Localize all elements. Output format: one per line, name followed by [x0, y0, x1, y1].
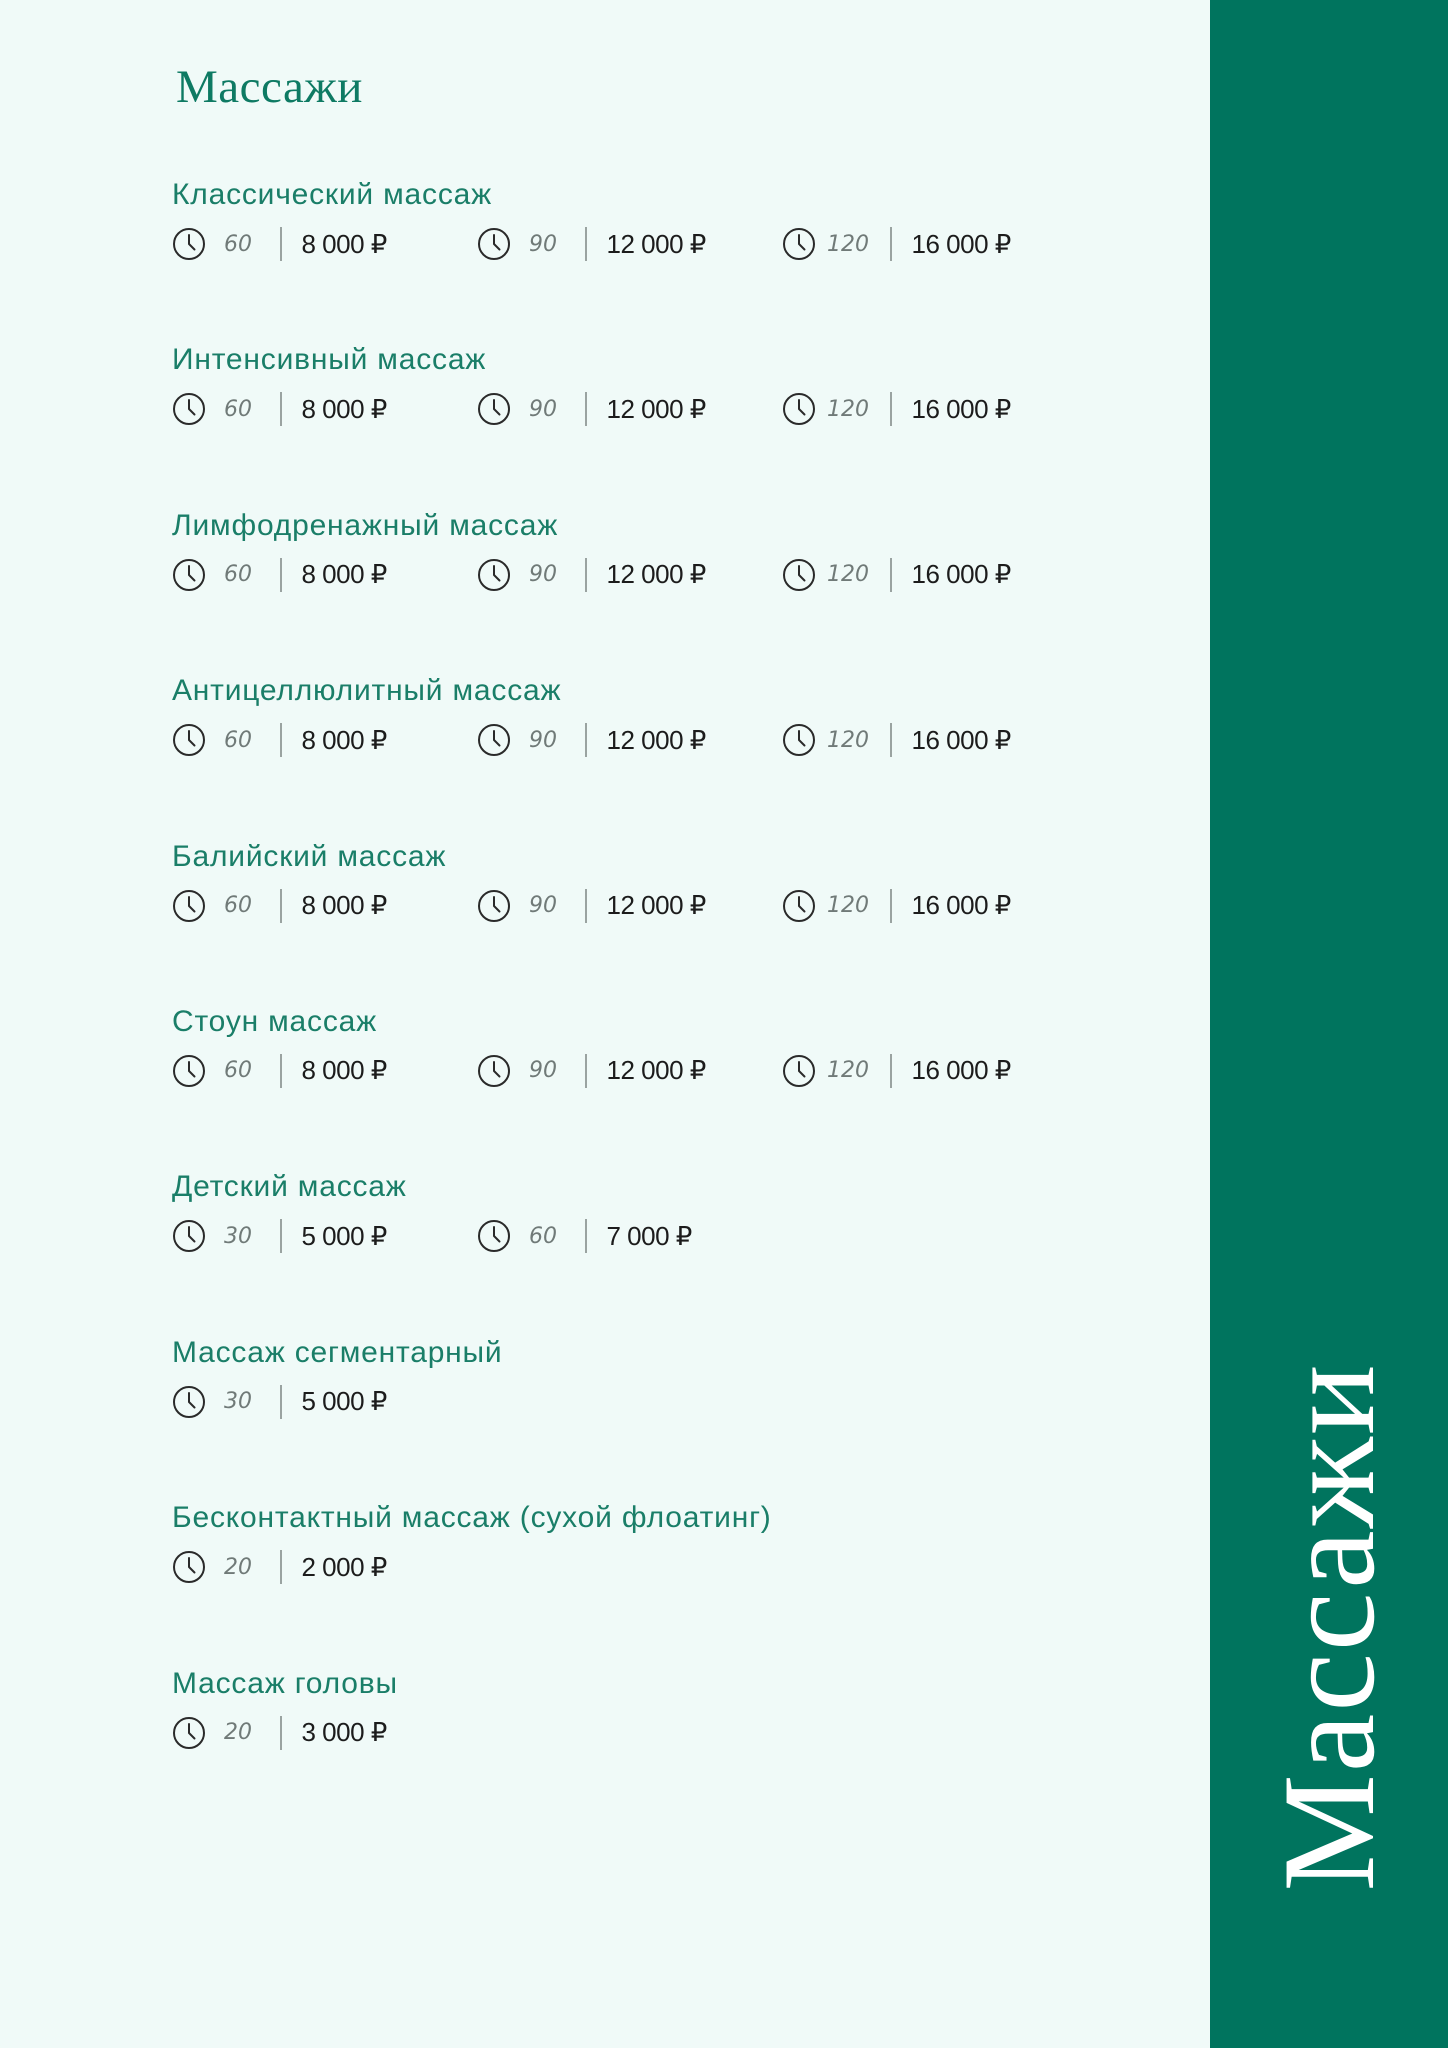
- price-option: [782, 227, 1087, 261]
- price-option: [782, 392, 1087, 426]
- duration-minutes: 90: [529, 1058, 557, 1084]
- price: 16 000 ₽: [911, 228, 1011, 259]
- divider: [280, 1716, 282, 1750]
- duration-minutes: 60: [224, 396, 252, 422]
- clock-icon: [782, 558, 816, 592]
- divider: [585, 558, 587, 592]
- price: 8 000 ₽: [301, 1055, 387, 1086]
- price-option: [172, 1219, 477, 1253]
- side-panel: [1210, 0, 1448, 2048]
- duration-minutes: 90: [529, 727, 557, 753]
- services-list: [172, 180, 1152, 1834]
- service-name: Стоун массаж: [172, 1004, 377, 1038]
- duration-minutes: 60: [224, 562, 252, 588]
- divider: [890, 889, 892, 923]
- price-option: [782, 723, 1087, 757]
- duration-minutes: 120: [827, 893, 869, 919]
- price-option: [477, 723, 782, 757]
- duration-minutes: 60: [224, 727, 252, 753]
- divider: [890, 227, 892, 261]
- duration-minutes: 90: [529, 396, 557, 422]
- price-option: [172, 1550, 477, 1584]
- service-options: [172, 1380, 1152, 1424]
- service-options: [172, 1545, 1152, 1589]
- price: 12 000 ₽: [606, 1055, 706, 1086]
- price: 3 000 ₽: [301, 1717, 387, 1748]
- side-title: Массажи: [1255, 1362, 1402, 1892]
- service-name: Массаж сегментарный: [172, 1335, 503, 1369]
- service-item: [172, 508, 1152, 676]
- divider: [280, 558, 282, 592]
- divider: [585, 392, 587, 426]
- price-option: [782, 1054, 1087, 1088]
- service-item: [172, 839, 1152, 1007]
- service-name: Балийский массаж: [172, 839, 447, 873]
- service-name: Массаж головы: [172, 1666, 398, 1700]
- price-option: [172, 392, 477, 426]
- duration-minutes: 90: [529, 231, 557, 257]
- service-options: [172, 884, 1152, 928]
- service-options: [172, 553, 1152, 597]
- clock-icon: [172, 558, 206, 592]
- duration-minutes: 30: [224, 1389, 252, 1415]
- divider: [280, 889, 282, 923]
- divider: [890, 392, 892, 426]
- duration-minutes: 60: [529, 1223, 557, 1249]
- price-option: [782, 889, 1087, 923]
- divider: [890, 1054, 892, 1088]
- service-name: Классический массаж: [172, 178, 492, 211]
- service-name: Детский массаж: [172, 1170, 407, 1204]
- divider: [280, 392, 282, 426]
- price-option: [477, 558, 782, 592]
- price: 16 000 ₽: [911, 724, 1011, 755]
- service-name: Антицеллюлитный массаж: [172, 674, 562, 708]
- price: 12 000 ₽: [606, 890, 706, 921]
- service-item: [172, 1335, 1152, 1503]
- price: 8 000 ₽: [301, 559, 387, 590]
- clock-icon: [477, 1219, 511, 1253]
- divider: [280, 723, 282, 757]
- price-option: [172, 1716, 477, 1750]
- price-option: [782, 558, 1087, 592]
- divider: [280, 1550, 282, 1584]
- duration-minutes: 60: [224, 231, 252, 257]
- price-option: [172, 1054, 477, 1088]
- price-option: [172, 723, 477, 757]
- price: 16 000 ₽: [911, 1055, 1011, 1086]
- divider: [890, 558, 892, 592]
- service-item: [172, 345, 1152, 510]
- duration-minutes: 90: [529, 893, 557, 919]
- duration-minutes: 90: [529, 562, 557, 588]
- clock-icon: [172, 1550, 206, 1584]
- service-item: [172, 676, 1152, 841]
- divider: [585, 227, 587, 261]
- divider: [280, 1385, 282, 1419]
- service-item: [172, 1666, 1152, 1834]
- price-option: [172, 558, 477, 592]
- divider: [585, 723, 587, 757]
- divider: [280, 1219, 282, 1253]
- duration-minutes: 120: [827, 562, 869, 588]
- clock-icon: [782, 227, 816, 261]
- divider: [890, 723, 892, 757]
- price-option: [172, 889, 477, 923]
- duration-minutes: 120: [827, 1058, 869, 1084]
- price: 16 000 ₽: [911, 559, 1011, 590]
- service-name: Лимфодренажный массаж: [172, 508, 559, 542]
- clock-icon: [782, 1054, 816, 1088]
- clock-icon: [172, 227, 206, 261]
- duration-minutes: 120: [827, 727, 869, 753]
- duration-minutes: 120: [827, 231, 869, 257]
- price-option: [477, 392, 782, 426]
- clock-icon: [477, 889, 511, 923]
- service-item: [172, 1172, 1152, 1337]
- duration-minutes: 20: [224, 1554, 252, 1580]
- clock-icon: [172, 1054, 206, 1088]
- service-options: [172, 718, 1152, 762]
- divider: [585, 1054, 587, 1088]
- duration-minutes: 20: [224, 1720, 252, 1746]
- service-options: [172, 1711, 1152, 1755]
- duration-minutes: 120: [827, 396, 869, 422]
- divider: [585, 1219, 587, 1253]
- divider: [585, 889, 587, 923]
- clock-icon: [172, 723, 206, 757]
- divider: [280, 1054, 282, 1088]
- service-item: [172, 1503, 1152, 1668]
- service-options: [172, 1214, 1152, 1258]
- price: 7 000 ₽: [606, 1220, 692, 1251]
- service-name: Интенсивный массаж: [172, 343, 487, 377]
- price-option: [477, 227, 782, 261]
- clock-icon: [477, 1054, 511, 1088]
- price: 12 000 ₽: [606, 393, 706, 424]
- price: 12 000 ₽: [606, 228, 706, 259]
- price: 16 000 ₽: [911, 890, 1011, 921]
- duration-minutes: 30: [224, 1223, 252, 1249]
- price: 2 000 ₽: [301, 1551, 387, 1582]
- price: 8 000 ₽: [301, 228, 387, 259]
- price: 8 000 ₽: [301, 890, 387, 921]
- price-option: [172, 227, 477, 261]
- price: 8 000 ₽: [301, 393, 387, 424]
- clock-icon: [477, 227, 511, 261]
- price: 8 000 ₽: [301, 724, 387, 755]
- price-option: [477, 889, 782, 923]
- clock-icon: [477, 558, 511, 592]
- clock-icon: [172, 889, 206, 923]
- price-option: [477, 1054, 782, 1088]
- clock-icon: [172, 1716, 206, 1750]
- service-options: [172, 387, 1152, 431]
- price: 16 000 ₽: [911, 393, 1011, 424]
- price: 12 000 ₽: [606, 724, 706, 755]
- clock-icon: [477, 723, 511, 757]
- clock-icon: [172, 1219, 206, 1253]
- duration-minutes: 60: [224, 893, 252, 919]
- clock-icon: [782, 889, 816, 923]
- service-item: [172, 180, 1152, 345]
- clock-icon: [782, 723, 816, 757]
- divider: [280, 227, 282, 261]
- price-option: [172, 1385, 477, 1419]
- duration-minutes: 60: [224, 1058, 252, 1084]
- service-item: [172, 1004, 1152, 1172]
- price: 5 000 ₽: [301, 1220, 387, 1251]
- service-options: [172, 1049, 1152, 1093]
- price-option: [477, 1219, 782, 1253]
- clock-icon: [477, 392, 511, 426]
- clock-icon: [172, 1385, 206, 1419]
- clock-icon: [782, 392, 816, 426]
- price: 12 000 ₽: [606, 559, 706, 590]
- service-name: Бесконтактный массаж (сухой флоатинг): [172, 1501, 772, 1535]
- page-title: Массажи: [176, 61, 363, 113]
- clock-icon: [172, 392, 206, 426]
- service-options: [172, 222, 1152, 266]
- price: 5 000 ₽: [301, 1386, 387, 1417]
